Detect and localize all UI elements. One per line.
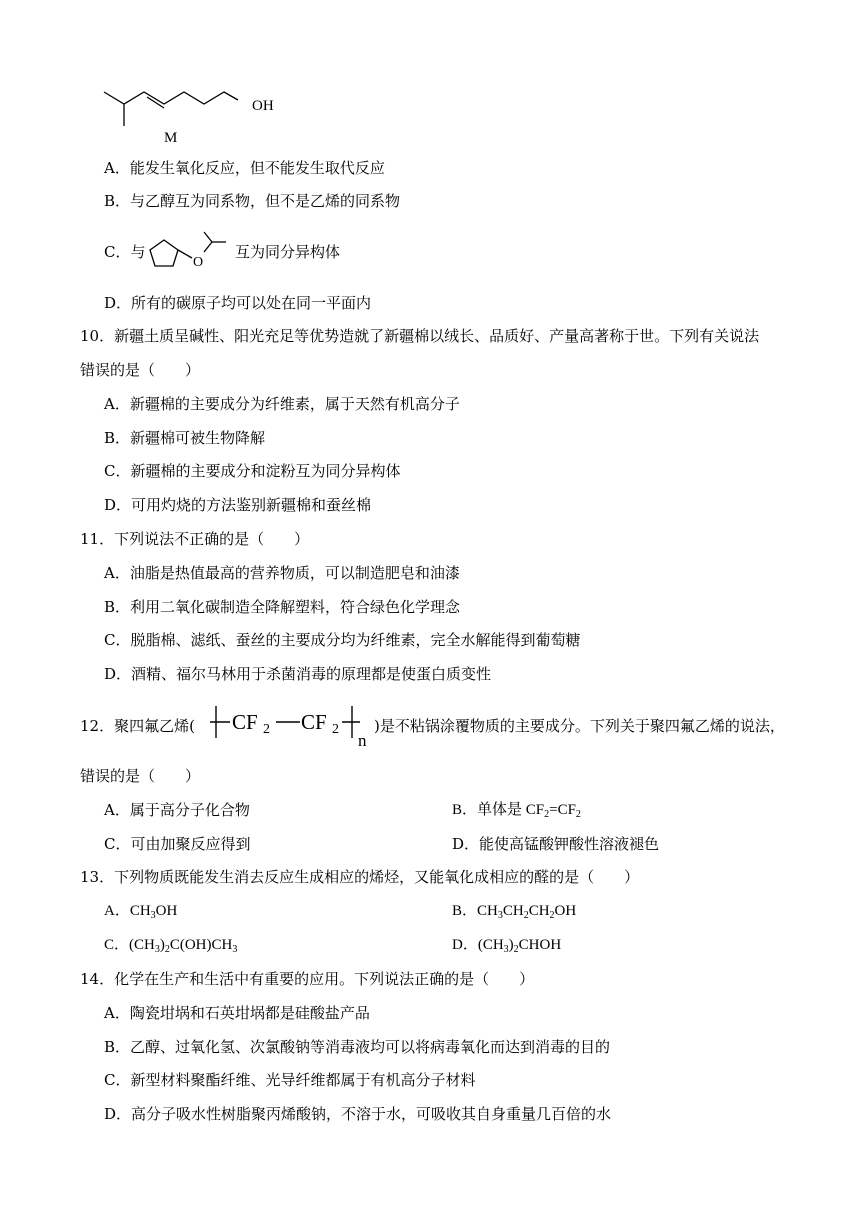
q9-option-c-prefix: C．与	[104, 243, 146, 261]
q12-stem-line2: 错误的是（ ）	[80, 767, 201, 785]
q12-option-c: C．可由加聚反应得到	[104, 835, 251, 853]
q9-option-a: A．能发生氧化反应，但不能发生取代反应	[104, 159, 385, 177]
cf2-second: CF	[301, 710, 327, 734]
cyclopentyl-isopropyl-ether-structure	[142, 228, 232, 272]
q12-option-b: B．单体是 $CF_2=CF_2$	[452, 802, 581, 820]
q10-option-c: C．新疆棉的主要成分和淀粉互为同分异构体	[104, 462, 401, 480]
molecule-label: M	[164, 130, 178, 146]
q12-option-a: A．属于高分子化合物	[104, 801, 250, 819]
q10-option-a: A．新疆棉的主要成分为纤维素，属于天然有机高分子	[104, 395, 460, 413]
q11-option-b: B．利用二氧化碳制造全降解塑料，符合绿色化学理念	[104, 598, 461, 616]
ptfe-repeat-unit-formula	[208, 700, 374, 748]
q13-option-c: C．$(CH_3)_2C(OH)CH_3$	[104, 937, 238, 955]
q14-stem: 14．化学在生产和生活中有重要的应用。下列说法正确的是（ ）	[80, 970, 535, 988]
q14-option-d: D．高分子吸水性树脂聚丙烯酸钠，不溶于水，可吸收其自身重量几百倍的水	[104, 1105, 612, 1123]
q10-option-b: B．新疆棉可被生物降解	[104, 429, 266, 447]
q11-option-d: D．酒精、福尔马林用于杀菌消毒的原理都是使蛋白质变性	[104, 665, 492, 683]
q10-stem-line1: 10．新疆土质呈碱性、阳光充足等优势造就了新疆棉以绒长、品质好、产量高著称于世。下列有关说法	[80, 327, 760, 345]
hydroxyl-label: OH	[252, 98, 274, 114]
cf2-second-subscript: 2	[332, 722, 339, 737]
q14-option-a: A．陶瓷坩埚和石英坩埚都是硅酸盐产品	[104, 1004, 370, 1022]
q11-option-a: A．油脂是热值最高的营养物质，可以制造肥皂和油漆	[104, 564, 460, 582]
ether-oxygen-label: O	[193, 255, 204, 270]
q9-option-d: D．所有的碳原子均可以处在同一平面内	[104, 294, 372, 312]
q11-stem: 11．下列说法不正确的是（ ）	[80, 530, 310, 548]
q12-option-d: D．能使高锰酸钾酸性溶液褪色	[452, 835, 660, 853]
q11-option-c: C．脱脂棉、滤纸、蚕丝的主要成分均为纤维素，完全水解能得到葡萄糖	[104, 631, 581, 649]
q9-option-c-suffix: 互为同分异构体	[235, 243, 341, 261]
repeat-count-n: n	[358, 731, 367, 748]
cf2-first: CF	[232, 710, 258, 734]
q10-option-d: D．可用灼烧的方法鉴别新疆棉和蚕丝棉	[104, 496, 372, 514]
molecule-m-structure	[96, 80, 296, 150]
q10-stem-line2: 错误的是（ ）	[80, 361, 201, 379]
q12-stem-prefix: 12．聚四氟乙烯(	[80, 717, 195, 735]
q14-option-c: C．新型材料聚酯纤维、光导纤维都属于有机高分子材料	[104, 1071, 476, 1089]
q13-option-a: A．$CH_3OH$	[104, 903, 178, 921]
q12-stem-suffix: )是不粘锅涂覆物质的主要成分。下列关于聚四氟乙烯的说法，	[374, 717, 785, 735]
q13-stem: 13．下列物质既能发生消去反应生成相应的烯烃，又能氧化成相应的醛的是（ ）	[80, 868, 640, 886]
q9-option-b: B．与乙醇互为同系物，但不是乙烯的同系物	[104, 192, 401, 210]
cf2-first-subscript: 2	[263, 722, 270, 737]
q13-option-b: B．$CH_3CH_2CH_2OH$	[452, 903, 577, 921]
q14-option-b: B．乙醇、过氧化氢、次氯酸钠等消毒液均可以将病毒氧化而达到消毒的目的	[104, 1038, 611, 1056]
q13-option-d: D．$(CH_3)_2CHOH$	[452, 937, 562, 955]
